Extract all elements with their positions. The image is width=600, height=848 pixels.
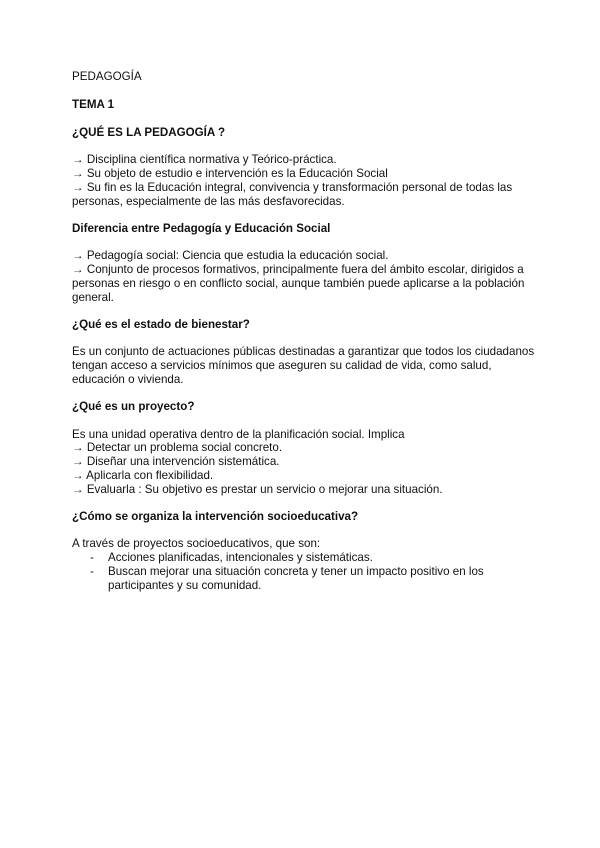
section-text: [72, 153, 542, 208]
text-line: → Pedagogía social: Ciencia que estudia la educación social.: [72, 249, 389, 263]
text-line: Es un conjunto de actuaciones públicas destinadas a garantizar que todos los ciudadanos tengan acceso a servicios mínimos que aseguren su calidad de vida, como salud, educación o vivienda.: [72, 345, 535, 386]
text-line: → Conjunto de procesos formativos, principalmente fuera del ámbito escolar, dirigidos a personas en riesgo o en conflicto social, aunque también puede aplicarse a la población general.: [72, 263, 525, 304]
document-title: PEDAGOGÍA: [72, 70, 142, 83]
dash-list: [72, 551, 542, 592]
text-line: → Aplicarla con flexibilidad.: [72, 468, 214, 482]
list-item: [72, 565, 542, 593]
text-line: → Su objeto de estudio e intervención es la Educación Social: [72, 167, 388, 181]
section-heading: ¿Qué es un proyecto?: [72, 399, 195, 413]
document-body: [72, 70, 542, 606]
section-diferencia: [72, 222, 542, 305]
dash-bullet: -: [90, 551, 94, 565]
text-line: → Disciplina científica normativa y Teórico-práctica.: [72, 153, 337, 167]
section-estado-bienestar: [72, 318, 542, 387]
text-line: A través de proyectos socioeducativos, que son:: [72, 537, 321, 551]
section-que-es-pedagogia: [72, 126, 542, 209]
section-text: [72, 345, 542, 386]
section-heading: ¿Qué es el estado de bienestar?: [72, 317, 250, 331]
section-heading: ¿QUÉ ES LA PEDAGOGÍA ?: [72, 125, 226, 139]
text-line: → Detectar un problema social concreto.: [72, 441, 283, 455]
list-item-text: Acciones planificadas, intencionales y sistemáticas.: [108, 551, 373, 565]
section-proyecto: [72, 400, 542, 497]
text-line: → Diseñar una intervención sistemática.: [72, 455, 280, 469]
text-line: Es una unidad operativa dentro de la planificación social. Implica: [72, 427, 405, 441]
list-item: [72, 551, 542, 565]
section-heading: ¿Cómo se organiza la intervención socioeducativa?: [72, 509, 359, 523]
tema-heading: TEMA 1: [72, 97, 115, 111]
text-line: → Su fin es la Educación integral, convivencia y transformación personal de todas las personas, especialmente de las más desfavorecidas.: [72, 180, 513, 208]
section-text: [72, 537, 542, 592]
section-intervencion: [72, 510, 542, 593]
dash-bullet: -: [90, 564, 94, 578]
list-item-text: Buscan mejorar una situación concreta y tener un impacto positivo en los participantes y su comunidad.: [108, 564, 484, 592]
section-text: [72, 428, 542, 497]
section-text: [72, 249, 542, 304]
text-line: → Evaluarla : Su objetivo es prestar un servicio o mejorar una situación.: [72, 482, 443, 496]
section-heading: Diferencia entre Pedagogía y Educación Social: [72, 221, 331, 235]
